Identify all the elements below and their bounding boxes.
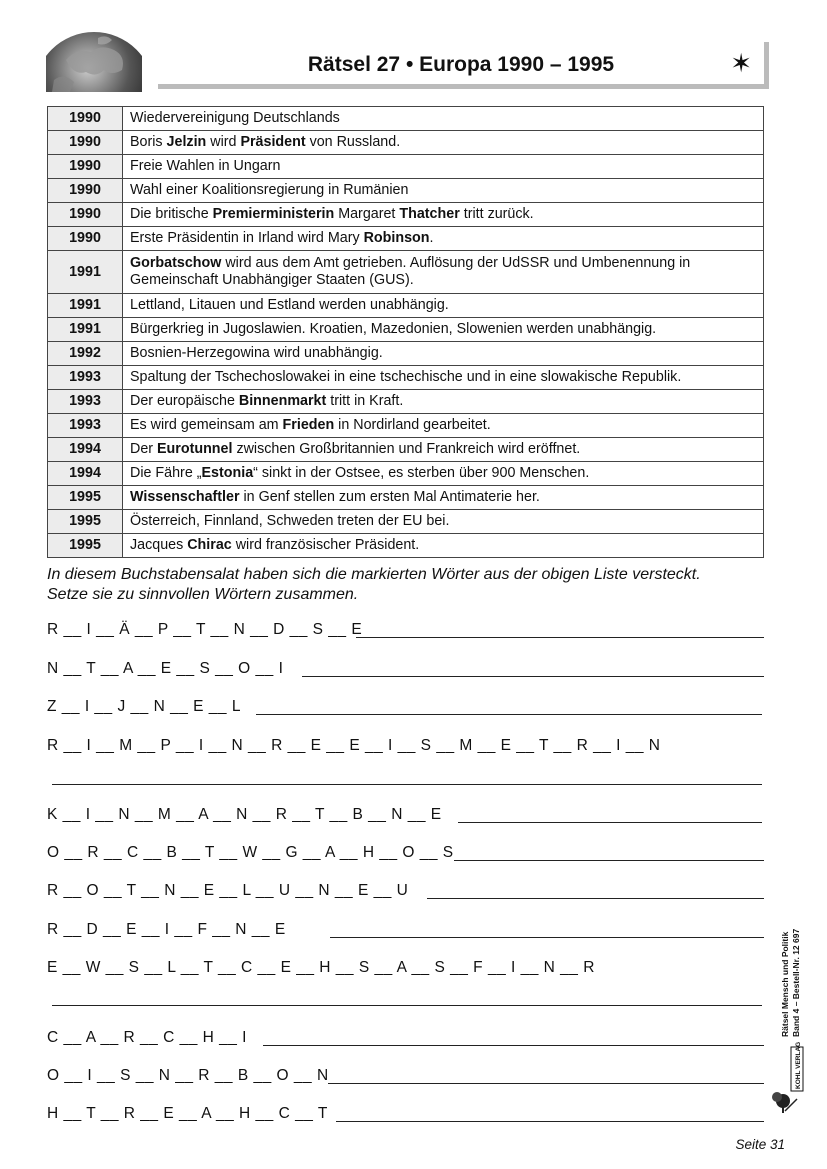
event-text: Bosnien-Herzegowina wird unabhängig. bbox=[130, 345, 383, 361]
event-text: Jacques bbox=[130, 537, 188, 553]
table-row bbox=[48, 534, 764, 558]
year-cell: 1995 bbox=[48, 486, 123, 510]
event-text: Wahl einer Koalitionsregierung in Rumänien bbox=[130, 182, 409, 198]
event-text: Erste Präsidentin in Irland wird Mary bbox=[130, 230, 364, 246]
event-text: Boris bbox=[130, 134, 167, 150]
event-text: “ sinkt in der Ostsee, es sterben über 900 Menschen. bbox=[253, 465, 590, 481]
event-text: Margaret bbox=[334, 206, 400, 222]
year-cell: 1990 bbox=[48, 203, 123, 227]
event-cell bbox=[123, 251, 764, 294]
event-text: wird aus dem Amt getrieben. Auflösung der UdSSR und Umbenennung in Gemeinschaft Unabhängiger Staaten (GUS). bbox=[130, 255, 691, 288]
event-text: Die Fähre „ bbox=[130, 465, 202, 481]
event-cell bbox=[123, 131, 764, 155]
table-row bbox=[48, 438, 764, 462]
events-table bbox=[47, 106, 764, 558]
year-cell: 1995 bbox=[48, 510, 123, 534]
year-cell: 1993 bbox=[48, 366, 123, 390]
year-cell: 1995 bbox=[48, 534, 123, 558]
puzzle-1: R __ I __ Ä __ P __ T __ N __ D __ S __ E bbox=[47, 621, 363, 638]
keyword: Premierministerin bbox=[212, 206, 335, 222]
event-cell bbox=[123, 366, 764, 390]
answer-line-4[interactable] bbox=[52, 784, 762, 785]
answer-line-5[interactable] bbox=[458, 822, 762, 823]
answer-line-9[interactable] bbox=[52, 1005, 762, 1006]
keyword: Jelzin bbox=[166, 134, 207, 150]
table-row bbox=[48, 179, 764, 203]
tree-icon bbox=[772, 1092, 797, 1113]
event-cell bbox=[123, 534, 764, 558]
keyword: Chirac bbox=[187, 537, 232, 553]
event-cell bbox=[123, 155, 764, 179]
year-cell: 1991 bbox=[48, 251, 123, 294]
event-text: Die britische bbox=[130, 206, 213, 222]
event-text: wird bbox=[206, 134, 241, 150]
answer-line-7[interactable] bbox=[427, 898, 764, 899]
page-number: Seite 31 bbox=[735, 1137, 785, 1152]
instructions: In diesem Buchstabensalat haben sich die markierten Wörter aus der obigen Liste versteckt. Setze sie zu sinnvollen Wörtern zusammen. bbox=[47, 566, 701, 603]
event-cell bbox=[123, 462, 764, 486]
puzzle-4: R __ I __ M __ P __ I __ N __ R __ E __ E __ I __ S __ M __ E __ T __ R __ I __ N bbox=[47, 737, 661, 754]
event-cell bbox=[123, 179, 764, 203]
answer-line-11[interactable] bbox=[328, 1083, 764, 1084]
year-cell: 1990 bbox=[48, 107, 123, 131]
publisher-sidebar bbox=[765, 915, 807, 1115]
table-row bbox=[48, 318, 764, 342]
table-row bbox=[48, 203, 764, 227]
event-cell bbox=[123, 294, 764, 318]
event-text: in Genf stellen zum ersten Mal Antimaterie her. bbox=[239, 489, 540, 505]
table-row bbox=[48, 251, 764, 294]
event-cell bbox=[123, 227, 764, 251]
table-row bbox=[48, 486, 764, 510]
event-cell bbox=[123, 486, 764, 510]
puzzle-9: E __ W __ S __ L __ T __ C __ E __ H __ S __ A __ S __ F __ I __ N __ R bbox=[47, 959, 595, 976]
puzzle-2: N __ T __ A __ E __ S __ O __ I bbox=[47, 660, 284, 677]
event-text: Spaltung der Tschechoslowakei in eine tschechische und in eine slowakische Republik. bbox=[130, 369, 682, 385]
table-row bbox=[48, 294, 764, 318]
event-text: Der bbox=[130, 441, 158, 457]
keyword: Estonia bbox=[201, 465, 254, 481]
table-row bbox=[48, 342, 764, 366]
event-cell bbox=[123, 342, 764, 366]
puzzle-10: C __ A __ R __ C __ H __ I bbox=[47, 1029, 247, 1046]
table-row bbox=[48, 390, 764, 414]
keyword: Thatcher bbox=[399, 206, 460, 222]
sidebar-order-number: Band 4 – Bestell-Nr. 12 697 bbox=[791, 928, 801, 1037]
answer-line-8[interactable] bbox=[330, 937, 764, 938]
keyword: Präsident bbox=[240, 134, 306, 150]
puzzle-8: R __ D __ E __ I __ F __ N __ E bbox=[47, 921, 286, 938]
year-cell: 1990 bbox=[48, 227, 123, 251]
year-cell: 1991 bbox=[48, 294, 123, 318]
keyword: Wissenschaftler bbox=[130, 489, 240, 505]
sidebar-title: Rätsel Mensch und Politik bbox=[780, 931, 790, 1037]
event-text: Es wird gemeinsam am bbox=[130, 417, 283, 433]
event-cell bbox=[123, 510, 764, 534]
keyword: Eurotunnel bbox=[157, 441, 233, 457]
globe-image bbox=[46, 30, 142, 92]
year-cell: 1990 bbox=[48, 131, 123, 155]
event-cell bbox=[123, 318, 764, 342]
year-cell: 1994 bbox=[48, 438, 123, 462]
event-cell bbox=[123, 414, 764, 438]
answer-line-12[interactable] bbox=[336, 1121, 764, 1122]
keyword: Gorbatschow bbox=[130, 255, 222, 271]
answer-line-10[interactable] bbox=[263, 1045, 764, 1046]
table-row bbox=[48, 131, 764, 155]
event-text: Lettland, Litauen und Estland werden unabhängig. bbox=[130, 297, 449, 313]
year-cell: 1993 bbox=[48, 390, 123, 414]
event-text: in Nordirland gearbeitet. bbox=[334, 417, 491, 433]
table-row bbox=[48, 414, 764, 438]
page-title: Rätsel 27 • Europa 1990 – 1995 bbox=[307, 53, 615, 76]
event-cell bbox=[123, 438, 764, 462]
table-row bbox=[48, 155, 764, 179]
event-text: von Russland. bbox=[305, 134, 401, 150]
answer-line-2[interactable] bbox=[302, 676, 764, 677]
event-text: Österreich, Finnland, Schweden treten der EU bei. bbox=[130, 513, 450, 529]
keyword: Frieden bbox=[282, 417, 335, 433]
table-row bbox=[48, 366, 764, 390]
event-text: Wiedervereinigung Deutschlands bbox=[130, 110, 340, 126]
title-box bbox=[158, 42, 769, 89]
keyword: Robinson bbox=[363, 230, 430, 246]
event-text: wird französischer Präsident. bbox=[231, 537, 420, 553]
event-text: Bürgerkrieg in Jugoslawien. Kroatien, Mazedonien, Slowenien werden unabhängig. bbox=[130, 321, 657, 337]
puzzle-6: O __ R __ C __ B __ T __ W __ G __ A __ H __ O __ S bbox=[47, 844, 454, 861]
event-text: . bbox=[429, 230, 434, 246]
event-text: Der europäische bbox=[130, 393, 239, 409]
event-cell bbox=[123, 390, 764, 414]
publisher-logo: KOHL VERLAG bbox=[795, 1041, 802, 1089]
table-row bbox=[48, 227, 764, 251]
puzzle-11: O __ I __ S __ N __ R __ B __ O __ N bbox=[47, 1067, 329, 1084]
table-row bbox=[48, 462, 764, 486]
year-cell: 1991 bbox=[48, 318, 123, 342]
keyword: Binnenmarkt bbox=[238, 393, 327, 409]
table-row bbox=[48, 107, 764, 131]
answer-line-6[interactable] bbox=[454, 860, 764, 861]
puzzle-12: H __ T __ R __ E __ A __ H __ C __ T bbox=[47, 1105, 328, 1122]
puzzle-3: Z __ I __ J __ N __ E __ L bbox=[47, 698, 241, 715]
star-icon: ✶ bbox=[730, 48, 752, 78]
year-cell: 1990 bbox=[48, 179, 123, 203]
year-cell: 1992 bbox=[48, 342, 123, 366]
event-cell bbox=[123, 203, 764, 227]
answer-line-3[interactable] bbox=[256, 714, 762, 715]
year-cell: 1993 bbox=[48, 414, 123, 438]
year-cell: 1990 bbox=[48, 155, 123, 179]
event-text: tritt in Kraft. bbox=[326, 393, 404, 409]
puzzle-5: K __ I __ N __ M __ A __ N __ R __ T __ B __ N __ E bbox=[47, 806, 442, 823]
puzzle-7: R __ O __ T __ N __ E __ L __ U __ N __ E __ U bbox=[47, 882, 409, 899]
event-cell bbox=[123, 107, 764, 131]
year-cell: 1994 bbox=[48, 462, 123, 486]
event-text: tritt zurück. bbox=[459, 206, 534, 222]
answer-line-1[interactable] bbox=[356, 637, 764, 638]
event-text: zwischen Großbritannien und Frankreich wird eröffnet. bbox=[232, 441, 581, 457]
table-row bbox=[48, 510, 764, 534]
event-text: Freie Wahlen in Ungarn bbox=[130, 158, 281, 174]
